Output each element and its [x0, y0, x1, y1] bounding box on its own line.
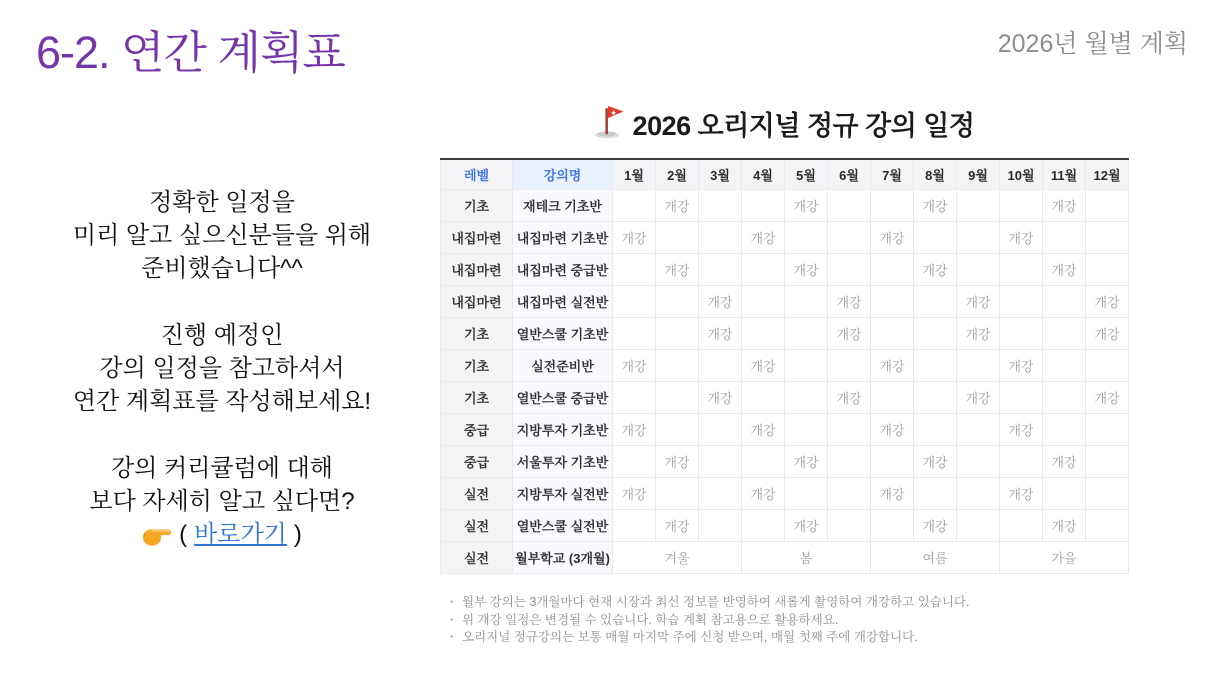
cell-level: 기초	[441, 382, 513, 414]
cell-month	[613, 446, 656, 478]
cell-month	[957, 190, 1000, 222]
cell-month	[742, 510, 785, 542]
table-row	[441, 446, 1129, 478]
schedule-title	[440, 100, 1128, 146]
text-line: 강의 일정을 참고하셔서	[99, 355, 345, 382]
cell-month	[1000, 318, 1043, 350]
cell-month	[785, 350, 828, 382]
cell-month: 개강	[1000, 414, 1043, 446]
schedule-table	[440, 158, 1129, 574]
cell-month	[742, 254, 785, 286]
cell-month: 개강	[742, 478, 785, 510]
cell-level: 기초	[441, 350, 513, 382]
cell-month	[785, 478, 828, 510]
cell-month	[742, 318, 785, 350]
cell-month: 개강	[785, 446, 828, 478]
cell-level: 실전	[441, 510, 513, 542]
cell-level: 중급	[441, 446, 513, 478]
table-row	[441, 190, 1129, 222]
cell-month: 개강	[957, 382, 1000, 414]
col-header-month: 5월	[785, 159, 828, 190]
cell-month	[828, 190, 871, 222]
cell-month: 개강	[1043, 446, 1086, 478]
cell-month: 개강	[742, 414, 785, 446]
text-line: 준비했습니다^^	[141, 255, 303, 282]
text-paragraph-2	[8, 319, 436, 418]
cell-month	[1000, 286, 1043, 318]
cell-month	[613, 382, 656, 414]
cell-month	[656, 382, 699, 414]
cell-month: 개강	[785, 510, 828, 542]
cell-month	[785, 286, 828, 318]
cell-month	[1086, 414, 1129, 446]
cell-month: 개강	[871, 478, 914, 510]
col-header-month: 1월	[613, 159, 656, 190]
table-row	[441, 222, 1129, 254]
page-title: 6-2. 연간 계획표	[36, 27, 345, 78]
cell-month	[742, 382, 785, 414]
cell-month: 개강	[1086, 286, 1129, 318]
cell-month	[957, 510, 1000, 542]
cell-month	[699, 222, 742, 254]
table-row	[441, 254, 1129, 286]
table-row	[441, 286, 1129, 318]
cell-level: 내집마련	[441, 222, 513, 254]
cell-month	[914, 414, 957, 446]
text-line: 미리 알고 싶으신분들을 위해	[72, 222, 372, 249]
cell-month: 개강	[1086, 318, 1129, 350]
cell-month: 개강	[656, 446, 699, 478]
cell-month	[871, 190, 914, 222]
cell-month: 개강	[742, 222, 785, 254]
cell-month	[828, 222, 871, 254]
cell-month	[957, 478, 1000, 510]
cell-month	[1086, 190, 1129, 222]
cell-month	[785, 222, 828, 254]
cell-season: 겨울	[613, 542, 742, 574]
cell-month	[699, 446, 742, 478]
cell-month	[699, 190, 742, 222]
cell-course: 재테크 기초반	[513, 190, 613, 222]
cell-level: 중급	[441, 414, 513, 446]
col-header-course: 강의명	[513, 159, 613, 190]
cell-month	[699, 414, 742, 446]
cell-month	[1000, 446, 1043, 478]
pointing-right-hand-icon	[142, 522, 172, 548]
cell-month	[828, 254, 871, 286]
text-line: 연간 계획표를 작성해보세요!	[72, 388, 372, 415]
cell-month	[914, 222, 957, 254]
cell-month: 개강	[1043, 510, 1086, 542]
text-paragraph-1	[8, 186, 436, 285]
cell-month	[656, 318, 699, 350]
cell-level: 기초	[441, 190, 513, 222]
cell-month	[613, 190, 656, 222]
cell-month	[957, 222, 1000, 254]
cell-season: 봄	[742, 542, 871, 574]
footnote: · 위 개강 일정은 변경될 수 있습니다. 학습 계획 참고용으로 활용하세요.	[448, 612, 1128, 630]
cell-month: 개강	[699, 382, 742, 414]
cell-month: 개강	[1000, 350, 1043, 382]
cell-month	[871, 286, 914, 318]
cell-month	[1043, 350, 1086, 382]
cell-month: 개강	[785, 254, 828, 286]
cell-month	[1043, 222, 1086, 254]
cell-level: 내집마련	[441, 254, 513, 286]
cell-month	[1000, 190, 1043, 222]
col-header-month: 7월	[871, 159, 914, 190]
cell-month: 개강	[1043, 190, 1086, 222]
left-panel	[8, 186, 436, 551]
cell-month	[871, 446, 914, 478]
cell-month: 개강	[699, 318, 742, 350]
cell-month	[656, 478, 699, 510]
cell-month	[1086, 222, 1129, 254]
cell-month	[871, 510, 914, 542]
cell-course: 열반스쿨 실전반	[513, 510, 613, 542]
cell-month	[871, 382, 914, 414]
cell-month	[1043, 318, 1086, 350]
cell-month	[699, 254, 742, 286]
cell-month	[613, 318, 656, 350]
link-paren-open: (	[179, 521, 188, 548]
cell-month: 개강	[1086, 382, 1129, 414]
link-line	[8, 518, 436, 551]
cell-month	[1086, 510, 1129, 542]
schedule-section	[440, 100, 1128, 647]
cell-month	[785, 414, 828, 446]
cell-month	[828, 414, 871, 446]
cell-course: 열반스쿨 중급반	[513, 382, 613, 414]
text-line: 보다 자세히 알고 싶다면?	[89, 488, 355, 515]
table-row	[441, 478, 1129, 510]
col-header-month: 3월	[699, 159, 742, 190]
text-paragraph-3	[8, 452, 436, 518]
link-paren-close: )	[293, 521, 302, 548]
cell-month	[613, 286, 656, 318]
cell-course: 실전준비반	[513, 350, 613, 382]
cell-month: 개강	[613, 478, 656, 510]
cell-month: 개강	[613, 222, 656, 254]
cell-month: 개강	[914, 446, 957, 478]
table-row	[441, 510, 1129, 542]
cell-month: 개강	[1000, 222, 1043, 254]
cell-course: 월부학교 (3개월)	[513, 542, 613, 574]
col-header-month: 4월	[742, 159, 785, 190]
cell-month	[957, 350, 1000, 382]
cell-month	[1086, 446, 1129, 478]
cell-month	[914, 478, 957, 510]
cell-month	[914, 350, 957, 382]
cell-month	[1086, 350, 1129, 382]
cell-month	[785, 382, 828, 414]
cell-month	[1043, 478, 1086, 510]
cell-month: 개강	[828, 318, 871, 350]
cell-course: 지방투자 기초반	[513, 414, 613, 446]
footnote: · 월부 강의는 3개월마다 현재 시장과 최신 정보를 반영하여 새롭게 촬영하여 개강하고 있습니다.	[448, 594, 1128, 612]
cell-level: 내집마련	[441, 286, 513, 318]
corner-note: 2026년 월별 계획	[997, 30, 1188, 58]
cell-month	[957, 446, 1000, 478]
cell-month	[1043, 414, 1086, 446]
cell-level: 실전	[441, 542, 513, 574]
cell-month: 개강	[914, 510, 957, 542]
cell-season: 가을	[1000, 542, 1129, 574]
cell-month	[914, 318, 957, 350]
cell-month	[785, 318, 828, 350]
triangular-flag-icon	[594, 103, 624, 139]
schedule-title-text: 2026 오리지널 정규 강의 일정	[632, 110, 975, 141]
cell-month	[1086, 254, 1129, 286]
cell-month: 개강	[613, 414, 656, 446]
cell-level: 실전	[441, 478, 513, 510]
cell-month: 개강	[1000, 478, 1043, 510]
cell-month	[828, 446, 871, 478]
cell-month	[742, 190, 785, 222]
col-header-month: 6월	[828, 159, 871, 190]
cell-month	[957, 414, 1000, 446]
text-line: 정확한 일정을	[149, 189, 295, 216]
table-row-seasons	[441, 542, 1129, 574]
cell-month	[828, 350, 871, 382]
cell-month	[699, 350, 742, 382]
cell-month	[613, 254, 656, 286]
cell-month	[1000, 382, 1043, 414]
cell-month	[871, 318, 914, 350]
col-header-level: 레벨	[441, 159, 513, 190]
table-row	[441, 318, 1129, 350]
table-row	[441, 382, 1129, 414]
cell-month: 개강	[871, 222, 914, 254]
cell-course: 내집마련 실전반	[513, 286, 613, 318]
table-row	[441, 350, 1129, 382]
cell-month	[1043, 286, 1086, 318]
col-header-month: 11월	[1043, 159, 1086, 190]
cell-month: 개강	[914, 254, 957, 286]
cell-month: 개강	[871, 414, 914, 446]
cell-season: 여름	[871, 542, 1000, 574]
cell-month: 개강	[828, 286, 871, 318]
cell-month: 개강	[656, 510, 699, 542]
col-header-month: 12월	[1086, 159, 1129, 190]
text-line: 강의 커리큘럼에 대해	[111, 455, 333, 482]
schedule-notes	[440, 594, 1128, 647]
cell-month: 개강	[914, 190, 957, 222]
cell-month: 개강	[957, 286, 1000, 318]
header-row	[441, 159, 1129, 190]
table-row	[441, 414, 1129, 446]
cell-month	[699, 510, 742, 542]
cell-month	[656, 350, 699, 382]
cell-level: 기초	[441, 318, 513, 350]
cell-month	[828, 478, 871, 510]
cell-month: 개강	[1043, 254, 1086, 286]
cell-month	[656, 286, 699, 318]
cell-course: 내집마련 기초반	[513, 222, 613, 254]
text-line: 진행 예정인	[160, 322, 284, 349]
cell-month: 개강	[957, 318, 1000, 350]
cell-course: 열반스쿨 기초반	[513, 318, 613, 350]
cell-month: 개강	[656, 190, 699, 222]
cell-month: 개강	[828, 382, 871, 414]
cell-month	[957, 254, 1000, 286]
cell-month: 개강	[656, 254, 699, 286]
cell-month: 개강	[785, 190, 828, 222]
cell-month: 개강	[871, 350, 914, 382]
cell-month	[1043, 382, 1086, 414]
cell-month: 개강	[742, 350, 785, 382]
cell-month	[1000, 510, 1043, 542]
cell-month	[828, 510, 871, 542]
left-text-groups	[8, 186, 436, 518]
col-header-month: 9월	[957, 159, 1000, 190]
cell-month	[871, 254, 914, 286]
footnote: · 오리지널 정규강의는 보통 매월 마지막 주에 신청 받으며, 매월 첫째 주에 개강합니다.	[448, 629, 1128, 647]
cell-month	[914, 286, 957, 318]
cell-month: 개강	[613, 350, 656, 382]
cell-month: 개강	[699, 286, 742, 318]
cell-month	[742, 286, 785, 318]
cell-course: 서울투자 기초반	[513, 446, 613, 478]
cell-month	[656, 414, 699, 446]
cell-month	[613, 510, 656, 542]
cell-month	[1000, 254, 1043, 286]
goto-link[interactable]: 바로가기	[194, 521, 287, 548]
cell-course: 지방투자 실전반	[513, 478, 613, 510]
cell-month	[1086, 478, 1129, 510]
col-header-month: 2월	[656, 159, 699, 190]
cell-month	[699, 478, 742, 510]
cell-month	[656, 222, 699, 254]
cell-course: 내집마련 중급반	[513, 254, 613, 286]
cell-month	[742, 446, 785, 478]
col-header-month: 10월	[1000, 159, 1043, 190]
col-header-month: 8월	[914, 159, 957, 190]
cell-month	[914, 382, 957, 414]
